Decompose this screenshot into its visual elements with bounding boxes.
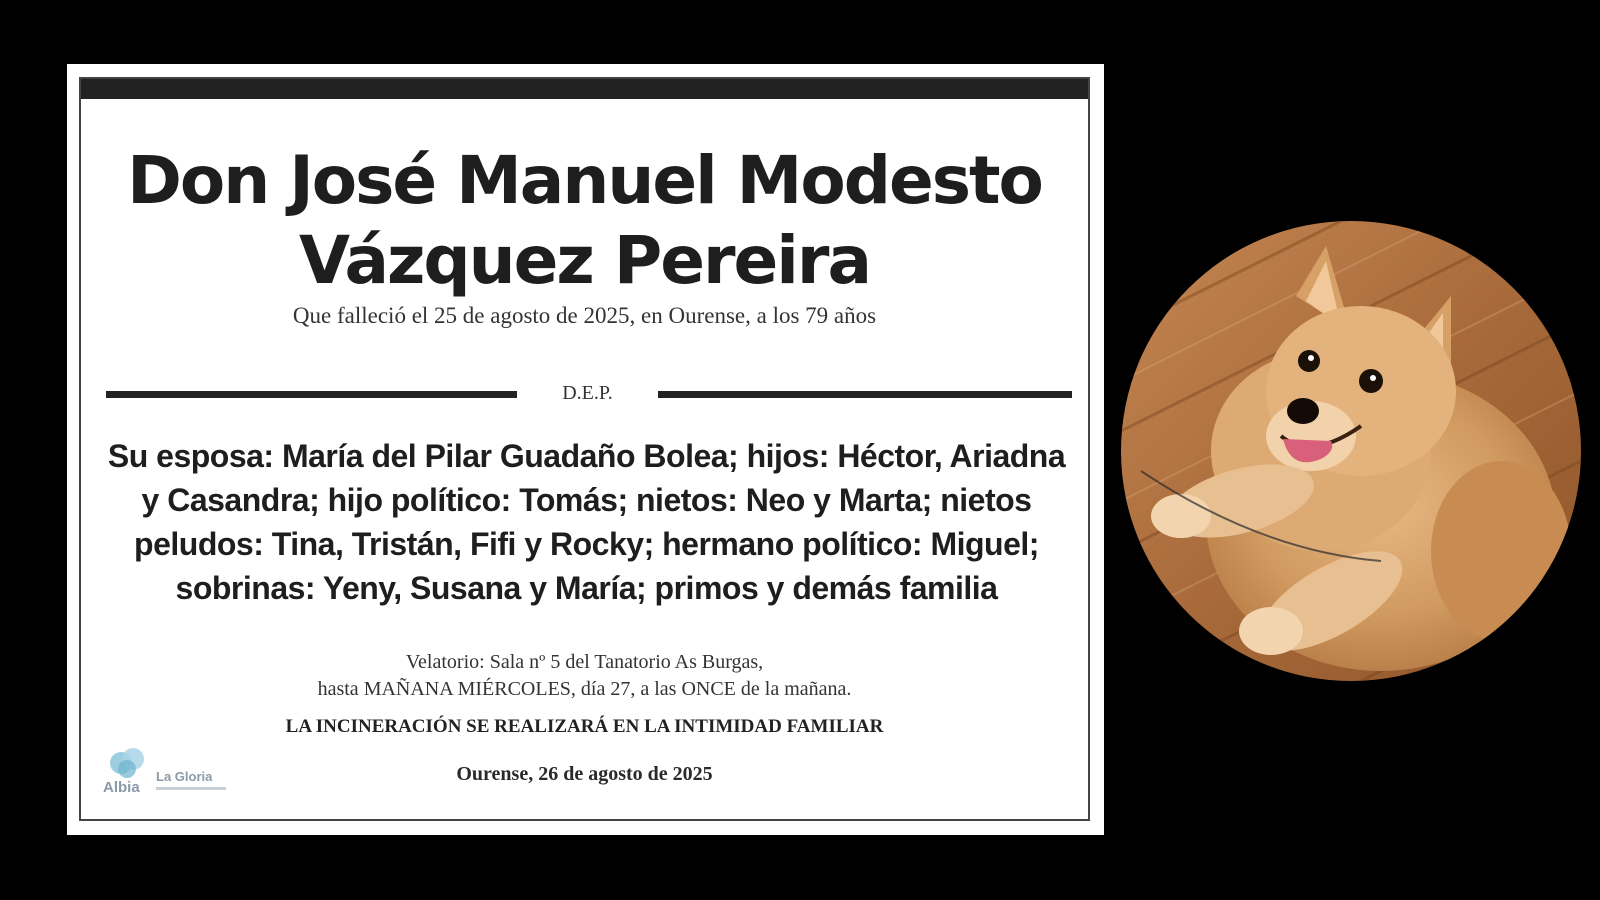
dep-divider (106, 379, 1072, 409)
funeral-home-logos (103, 745, 233, 805)
deceased-name: Don José Manuel Modesto Vázquez Pereira (127, 142, 1042, 299)
wake-line-2: hasta MAÑANA MIÉRCOLES, día 27, a las ONCE de la mañana. (317, 678, 852, 700)
wake-line-1: Velatorio: Sala nº 5 del Tanatorio As Burgas, (405, 651, 764, 673)
place-and-date: Ourense, 26 de agosto de 2025 (456, 763, 713, 785)
albia-logo-text: Albia (103, 779, 140, 796)
la-gloria-logo-text: La Gloria (156, 769, 213, 784)
albia-logo-icon (105, 745, 155, 781)
divider-line-right (658, 391, 1072, 398)
cremation-notice: LA INCINERACIÓN SE REALIZARÁ EN LA INTIMIDAD FAMILIAR (285, 716, 884, 737)
wake-details (81, 649, 1088, 703)
top-black-bar (81, 79, 1088, 99)
pomeranian-dog-icon (1121, 221, 1581, 681)
obituary-notice (67, 64, 1104, 835)
family-list: Su esposa: María del Pilar Guadaño Bolea; hijos: Héctor, Ariadna y Casandra; hijo político: Tomás; nietos: Neo y Marta; nietos peludos: Tina, Tristán, Fifi y Rocky; hermano político: Miguel; sobrinas: Yeny, Susana y María; primos y demás familia (107, 438, 1066, 606)
divider-line-left (106, 391, 517, 398)
la-gloria-tagline (156, 787, 226, 790)
death-details: Que falleció el 25 de agosto de 2025, en Ourense, a los 79 años (292, 303, 877, 328)
dog-photo (1121, 221, 1581, 681)
dep-label: D.E.P. (562, 382, 613, 404)
notice-frame (79, 77, 1090, 821)
